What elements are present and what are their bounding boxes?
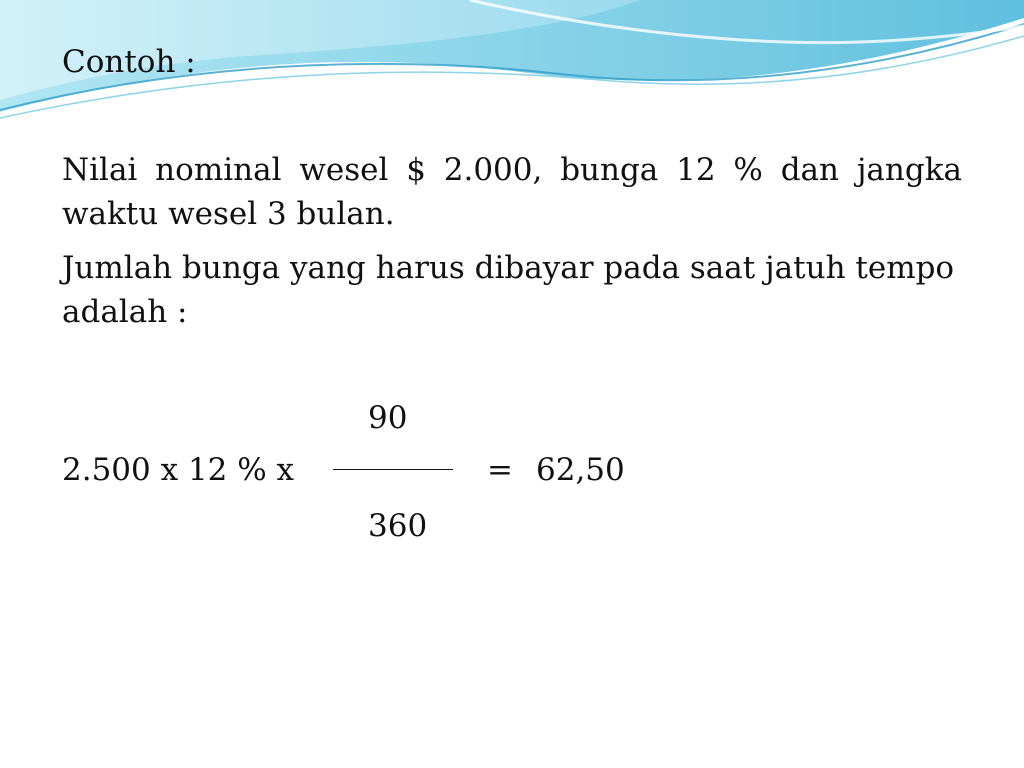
paragraph-line: adalah : bbox=[62, 294, 188, 330]
paragraph-line: Jumlah bunga yang harus dibayar pada saat jatuh tempo bbox=[62, 250, 955, 286]
formula-left-expression: 2.500 x 12 % x bbox=[62, 452, 295, 488]
slide-title: Contoh : bbox=[62, 44, 196, 80]
fraction-denominator: 360 bbox=[368, 508, 428, 544]
equals-sign: = bbox=[487, 452, 513, 488]
paragraph-problem-statement bbox=[62, 148, 962, 236]
paragraph-line: waktu wesel 3 bulan. bbox=[62, 196, 395, 232]
paragraph-line: Nilai nominal wesel $ 2.000, bunga 12 % dan jangka bbox=[62, 152, 962, 188]
formula-result: 62,50 bbox=[536, 452, 625, 488]
fraction-numerator: 90 bbox=[368, 400, 408, 436]
fraction-bar bbox=[333, 469, 453, 470]
paragraph-question bbox=[62, 246, 962, 334]
